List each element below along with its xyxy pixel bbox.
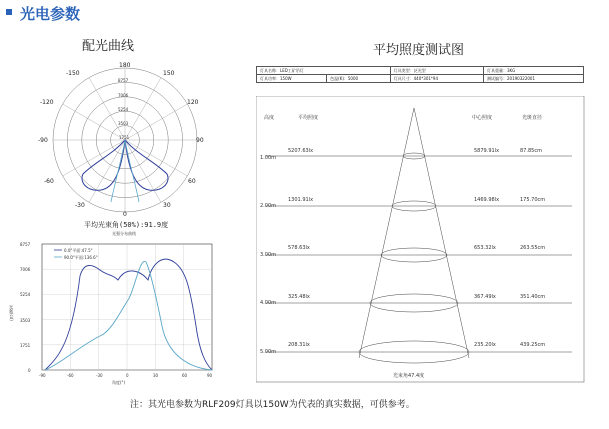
- polar-label-m60: -60: [44, 178, 54, 185]
- col-height: 高度: [264, 115, 275, 121]
- info-type: 灯具类型：泛光型: [390, 67, 483, 75]
- row1-avg: 5207.63lx: [288, 148, 314, 154]
- y-tick-3503: 3503: [20, 318, 31, 323]
- x-tick-60: 60: [182, 373, 188, 378]
- polar-radial-4: 3503: [118, 121, 129, 126]
- row2-center: 1469.98lx: [474, 197, 500, 203]
- polar-label-m120: -120: [40, 99, 54, 106]
- row4-height: 4.00m: [260, 300, 277, 306]
- x-axis-label: 角度(°): [112, 380, 126, 385]
- section-title: 光电参数: [20, 5, 81, 23]
- polar-subcaption: 光强分布曲线: [112, 231, 136, 236]
- polar-title: 配光曲线: [82, 39, 135, 54]
- beam-label: 光束角47.4度: [393, 373, 425, 379]
- polar-label-90: 90: [196, 137, 204, 144]
- polar-label-120: 120: [187, 99, 199, 106]
- info-weight: 灯具重量：3KG: [484, 67, 584, 75]
- row5-spot: 439.25cm: [520, 342, 546, 348]
- row1-spot: 87.85cm: [520, 148, 542, 154]
- row5-avg: 208.31lx: [288, 342, 310, 348]
- info-name: 灯具名称：LED工矿吊灯: [257, 67, 391, 75]
- x-tick-30: 30: [153, 373, 159, 378]
- row2-avg: 1301.91lx: [288, 197, 314, 203]
- cartesian-chart: [0, 236, 220, 392]
- y-tick-8757: 8757: [20, 242, 31, 247]
- y-tick-1751: 1751: [20, 343, 31, 348]
- row4-spot: 351.40cm: [520, 294, 546, 300]
- polar-label-150: 150: [163, 70, 175, 77]
- row3-center: 653.32lx: [474, 245, 496, 251]
- x-tick-m60: -60: [67, 373, 74, 378]
- row3-avg: 578.63lx: [288, 245, 310, 251]
- polar-label-m30: -30: [75, 202, 85, 209]
- polar-label-60: 60: [188, 178, 196, 185]
- col-avg: 平均照度: [298, 115, 319, 121]
- row1-height: 1.00m: [260, 155, 277, 161]
- row4-center: 367.49lx: [474, 294, 496, 300]
- x-tick-0: 0: [126, 373, 129, 378]
- info-table: [256, 66, 584, 83]
- polar-radial-2: 7006: [118, 93, 129, 98]
- polar-label-30: 30: [163, 202, 171, 209]
- polar-label-180: 180: [119, 62, 131, 69]
- y-axis-label: 光强(cd): [9, 305, 14, 321]
- row3-spot: 263.55cm: [520, 245, 546, 251]
- row2-spot: 175.70cm: [520, 197, 546, 203]
- y-tick-5254: 5254: [20, 292, 31, 297]
- row2-height: 2.00m: [260, 203, 277, 209]
- x-tick-m90: -90: [39, 373, 46, 378]
- footnote: 注：其光电参数为RLF209灯具以150W为代表的真实数据，可供参考。: [130, 400, 415, 410]
- beam-angle-caption: 平均光束角(50%):91.9度: [84, 221, 169, 229]
- polar-label-m90: -90: [38, 137, 48, 144]
- info-test-no: 测试编号：20190322001: [484, 75, 584, 83]
- info-size: 灯具尺寸：440*301*94: [390, 75, 483, 83]
- x-tick-m30: -30: [96, 373, 103, 378]
- row3-height: 3.00m: [260, 252, 277, 258]
- section-bullet-icon: [6, 9, 12, 15]
- polar-radial-1: 8757: [118, 78, 129, 83]
- illuminance-title: 平均照度测试图: [373, 43, 465, 58]
- polar-radial-5: 1751: [119, 135, 130, 140]
- row5-center: 235.20lx: [474, 342, 496, 348]
- y-tick-7006: 7006: [20, 267, 31, 272]
- polar-chart: [43, 62, 207, 222]
- row4-avg: 325.48lx: [288, 294, 310, 300]
- row1-center: 5879.91lx: [474, 148, 500, 154]
- info-power: 灯具功率：150W: [257, 75, 327, 83]
- polar-label-0: 0: [123, 211, 127, 218]
- x-tick-90: 90: [207, 373, 213, 378]
- col-center: 中心照度: [472, 115, 493, 121]
- polar-label-m150: -150: [66, 70, 80, 77]
- row5-height: 5.00m: [260, 349, 277, 355]
- col-spot: 光斑直径: [522, 115, 543, 121]
- legend-c90: 90.0°平面:136.6°: [64, 255, 98, 260]
- legend-c0: 0.0°平面:47.5°: [64, 248, 93, 253]
- info-cct: 色温(K)：5000: [327, 75, 391, 83]
- polar-radial-3: 5254: [118, 107, 129, 112]
- y-tick-0: 0: [28, 368, 31, 373]
